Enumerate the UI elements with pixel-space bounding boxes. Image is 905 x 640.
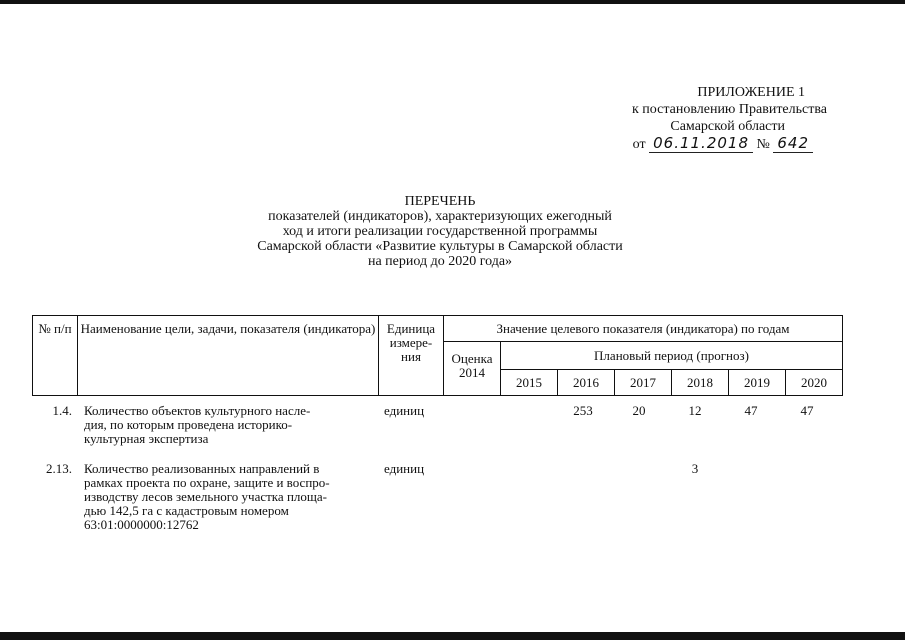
header-target: Значение целевого показателя (индикатора) по годам xyxy=(444,316,843,342)
appendix-block xyxy=(567,84,827,153)
header-year: 2016 xyxy=(558,370,615,396)
header-year: 2015 xyxy=(501,370,558,396)
row-name xyxy=(84,462,374,532)
header-estimate: Оценка 2014 xyxy=(444,342,501,396)
date-handwritten: 06.11.2018 xyxy=(649,134,753,153)
header-year: 2020 xyxy=(786,370,843,396)
indicators-table xyxy=(32,315,843,396)
row-name-line: дью 142,5 га с кадастровым номером xyxy=(84,503,289,518)
header-name: Наименование цели, задачи, показателя (индикатора) xyxy=(78,316,379,396)
row-name-line: 63:01:0000000:12762 xyxy=(84,517,199,532)
scan-edge-top xyxy=(0,0,905,4)
heading-line-2: ход и итоги реализации государственной программы xyxy=(282,224,598,239)
header-no: № п/п xyxy=(33,316,78,396)
row-value-2019: 47 xyxy=(744,403,758,418)
date-prefix: от xyxy=(632,137,646,152)
heading-line-1: показателей (индикаторов), характеризующих ежегодный xyxy=(268,209,612,224)
row-name-line: Количество реализованных направлений в xyxy=(84,461,320,476)
row-name-line: дия, по которым проведена историко- xyxy=(84,417,293,432)
row-value-2018: 3 xyxy=(691,461,699,476)
row-name-line: изводству лесов земельного участка площа- xyxy=(84,489,328,504)
row-value-2018: 12 xyxy=(688,403,702,418)
heading-line-4: на период до 2020 года» xyxy=(367,254,513,269)
row-value-2016: 253 xyxy=(573,403,593,418)
heading-line-3: Самарской области «Развитие культуры в Самарской области xyxy=(257,239,623,254)
header-year: 2018 xyxy=(672,370,729,396)
number-prefix: № xyxy=(756,137,770,152)
number-handwritten: 642 xyxy=(773,134,813,153)
scan-edge-bottom xyxy=(0,632,905,640)
row-unit: единиц xyxy=(384,403,425,418)
row-number: 2.13. xyxy=(46,461,72,476)
row-value-2020: 47 xyxy=(800,403,814,418)
row-unit: единиц xyxy=(384,461,425,476)
header-year: 2019 xyxy=(729,370,786,396)
row-name xyxy=(84,404,374,446)
row-name-line: Количество объектов культурного насле- xyxy=(84,403,311,418)
row-value-2017: 20 xyxy=(632,403,646,418)
appendix-line-3: Самарской области xyxy=(670,119,785,134)
appendix-date-line xyxy=(567,135,813,153)
header-year: 2017 xyxy=(615,370,672,396)
appendix-title: ПРИЛОЖЕНИЕ 1 xyxy=(697,85,805,100)
header-plan: Плановый период (прогноз) xyxy=(501,342,843,370)
row-name-line: рамках проекта по охране, защите и воспро- xyxy=(84,475,330,490)
document-heading xyxy=(210,194,670,269)
header-unit: Единица измере- ния xyxy=(379,316,444,396)
row-name-line: культурная экспертиза xyxy=(84,431,209,446)
row-number: 1.4. xyxy=(52,403,72,418)
heading-title: ПЕРЕЧЕНЬ xyxy=(404,194,476,209)
appendix-line-2: к постановлению Правительства xyxy=(631,102,827,117)
